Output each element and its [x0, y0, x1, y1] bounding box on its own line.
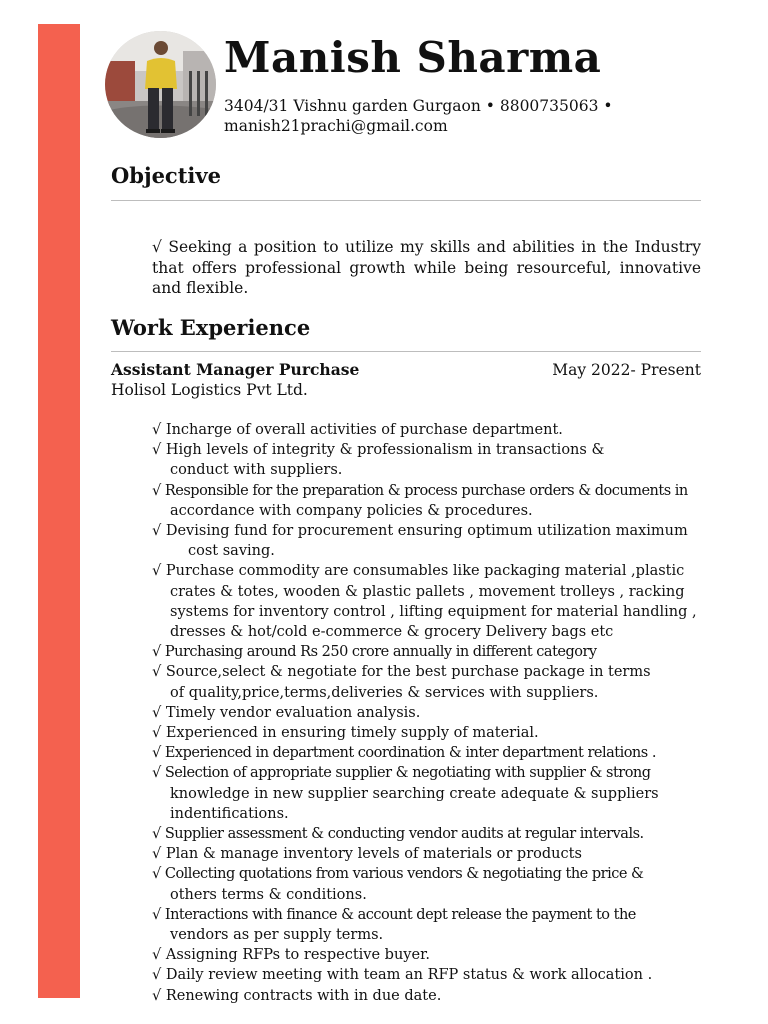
duty-line: knowledge in new supplier searching create adequate & suppliers	[170, 785, 659, 802]
duties-list	[152, 420, 717, 1006]
duty-line: dresses & hot/cold e-commerce & grocery Delivery bags etc	[170, 624, 614, 641]
candidate-name: Manish Sharma	[224, 33, 602, 82]
duty-line: conduct with suppliers.	[170, 462, 343, 479]
duty-line: √ Experienced in department coordination & inter department relations .	[152, 745, 656, 762]
objective-heading: Objective	[111, 163, 221, 188]
duty-line: of quality,price,terms,deliveries & services with suppliers.	[170, 684, 599, 701]
duty-line: √ Daily review meeting with team an RFP status & work allocation .	[152, 967, 653, 984]
duty-item	[152, 844, 717, 864]
duty-item	[152, 905, 717, 945]
duty-line: √ Plan & manage inventory levels of materials or products	[152, 846, 582, 863]
duty-line: √ Interactions with finance & account dept release the payment to the	[152, 906, 636, 923]
duty-line: √ Incharge of overall activities of purchase department.	[152, 422, 563, 438]
duty-line: √ Experienced in ensuring timely supply of material.	[152, 725, 539, 742]
duty-item	[152, 662, 717, 702]
duty-line: √ High levels of integrity & professionalism in transactions &	[152, 442, 605, 459]
duty-line: √ Renewing contracts with in due date.	[152, 987, 442, 1004]
duty-item	[152, 986, 717, 1006]
duty-item	[152, 945, 717, 965]
duty-item	[152, 703, 717, 723]
duty-line: vendors as per supply terms.	[170, 927, 384, 944]
duty-line: √ Assigning RFPs to respective buyer.	[152, 947, 431, 964]
duty-item	[152, 481, 717, 521]
duty-line: accordance with company policies & procedures.	[170, 502, 533, 519]
duty-item	[152, 440, 717, 480]
duty-item	[152, 965, 717, 985]
objective-text: √ Seeking a position to utilize my skills and abilities in the Industry that offers professional growth while being resourceful, innovative and flexible.	[152, 238, 701, 297]
profile-photo	[105, 31, 216, 138]
duty-item	[152, 642, 717, 662]
duty-item	[152, 824, 717, 844]
duty-item	[152, 420, 717, 440]
duty-item	[152, 561, 717, 642]
duty-item	[152, 743, 717, 763]
objective-divider	[111, 200, 701, 201]
duty-item	[152, 521, 717, 561]
duty-line: √ Selection of appropriate supplier & negotiating with supplier & strong	[152, 765, 651, 782]
work-experience-heading: Work Experience	[111, 315, 311, 340]
duty-item	[152, 763, 717, 824]
contact-address-phone: 3404/31 Vishnu garden Gurgaon • 8800735063 •	[224, 97, 613, 115]
duty-line: indentifications.	[170, 805, 289, 822]
duty-line: cost saving.	[188, 543, 275, 560]
work-experience-divider	[111, 351, 701, 352]
duty-line: √ Purchase commodity are consumables like packaging material ,plastic	[152, 563, 685, 580]
contact-email: manish21prachi@gmail.com	[224, 117, 448, 135]
contact-info	[224, 96, 684, 136]
duty-line: √ Collecting quotations from various vendors & negotiating the price &	[152, 866, 644, 883]
duty-line: systems for inventory control , lifting equipment for material handling ,	[170, 603, 697, 620]
job-company: Holisol Logistics Pvt Ltd.	[111, 381, 308, 399]
duty-line: others terms & conditions.	[170, 886, 367, 903]
duty-item	[152, 723, 717, 743]
accent-side-bar	[38, 24, 80, 998]
duty-line: √ Devising fund for procurement ensuring optimum utilization maximum	[152, 523, 688, 540]
duty-line: √ Timely vendor evaluation analysis.	[152, 704, 421, 721]
duty-item	[152, 864, 717, 904]
duty-line: √ Supplier assessment & conducting vendor audits at regular intervals.	[152, 826, 644, 843]
duty-line: crates & totes, wooden & plastic pallets , movement trolleys , racking	[170, 583, 685, 600]
job-dates: May 2022- Present	[552, 361, 701, 379]
duty-line: √ Source,select & negotiate for the best purchase package in terms	[152, 664, 651, 681]
duty-line: √ Purchasing around Rs 250 crore annually in different category	[152, 644, 597, 661]
duty-line: √ Responsible for the preparation & process purchase orders & documents in	[152, 482, 688, 499]
job-title: Assistant Manager Purchase	[111, 360, 360, 379]
